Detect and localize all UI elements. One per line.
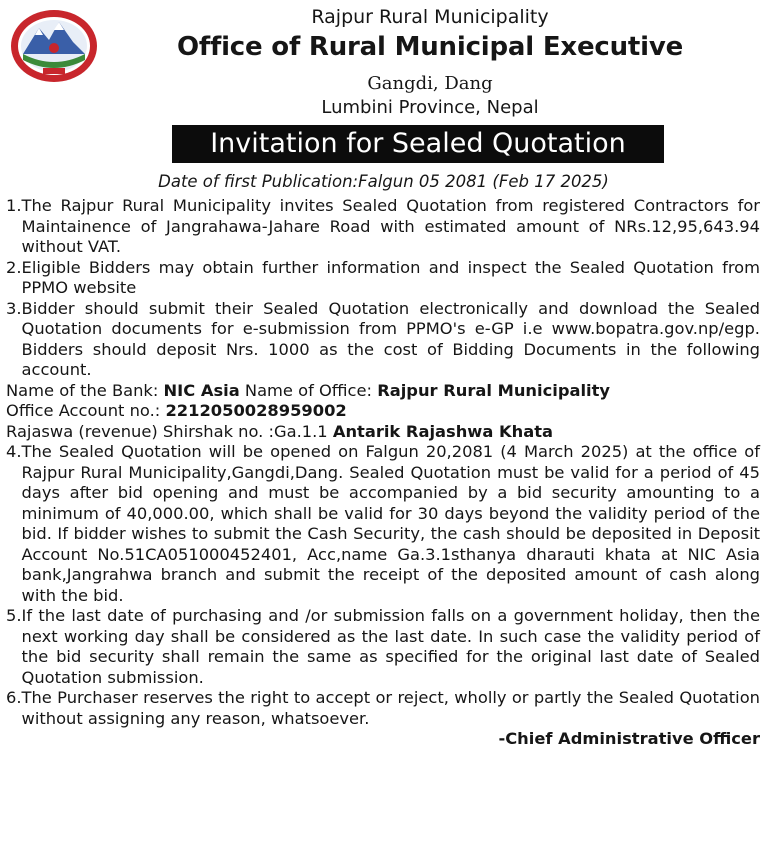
municipality-name: Rajpur Rural Municipality <box>311 6 549 28</box>
item-text: The Purchaser reserves the right to accept or reject, wholly or partly the Sealed Quotation without assigning any reason, whatsoever. <box>21 688 760 728</box>
publication-date: Date of first Publication:Falgun 05 2081 (Feb 17 2025) <box>158 172 609 191</box>
notice-title-banner: Invitation for Sealed Quotation <box>172 125 664 163</box>
item-text: The Rajpur Rural Municipality invites Sealed Quotation from registered Contractors for Maintainence of Jangrahawa-Jahare Road with estimated amount of NRs.12,95,643.94 without VAT. <box>21 196 760 256</box>
revenue-line: Rajaswa (revenue) Shirshak no. :Ga.1.1 Antarik Rajashwa Khata <box>6 421 553 441</box>
signature: -Chief Administrative Officer <box>498 729 760 748</box>
item-text: The Sealed Quotation will be opened on Falgun 20,2081 (4 March 2025) at the office of Rajpur Rural Municipality,Gangdi,Dang. Sealed Quotation must be valid for a period of 45 days after bid opening and must be accompanied by a bid security amounting to a minimum of 40,000.00, which shall be valid for 30 days beyond the validity period of the bid. If bidder wishes to submit the Cash Security, the cash should be deposited in Deposit Account No.51CA051000452401, Acc,name Ga.3.1sthanya dharauti khata at NIC Asia bank,Jangrahwa branch and submit the receipt of the deposited amount of cash along with the bid. <box>21 442 760 605</box>
list-item <box>6 258 760 299</box>
list-item <box>6 299 760 381</box>
item-number: 5. <box>6 606 22 625</box>
item-text: Eligible Bidders may obtain further information and inspect the Sealed Quotation from PPMO website <box>21 257 760 297</box>
address-line-1: Gangdi, Dang <box>367 73 493 94</box>
item-number: 3. <box>6 298 22 318</box>
notice-body <box>6 196 760 750</box>
coat-of-arms-icon <box>9 8 99 84</box>
item-number: 4. <box>6 442 22 461</box>
list-item <box>6 688 760 729</box>
item-number: 6. <box>6 688 22 707</box>
list-item <box>6 196 760 258</box>
list-item <box>6 606 760 688</box>
account-line: Office Account no.: 221205002895900​2 <box>6 401 347 420</box>
list-item <box>6 442 760 606</box>
address-line-2: Lumbini Province, Nepal <box>321 97 539 118</box>
item-text: Bidder should submit their Sealed Quotation electronically and download the Sealed Quotation documents for e-submission from PPMO's e-GP i.e www.bopatra.gov.np/egp. Bidders should deposit Nrs. 1000 as the cost of Bidding Documents in the following account. <box>21 298 760 379</box>
office-title: Office of Rural Municipal Executive <box>176 32 684 62</box>
item-number: 2. <box>6 257 22 277</box>
item-number: 1. <box>6 196 22 215</box>
item-text: If the last date of purchasing and /or submission falls on a government holiday, then the next working day shall be considered as the last date. In such case the validity period of the bid security shall remain the same as specified for the original last date of Sealed Quotation submission. <box>21 606 760 687</box>
bank-details-line: Name of the Bank: NIC Asia Name of Office: Rajpur Rural Municipality <box>6 380 611 400</box>
